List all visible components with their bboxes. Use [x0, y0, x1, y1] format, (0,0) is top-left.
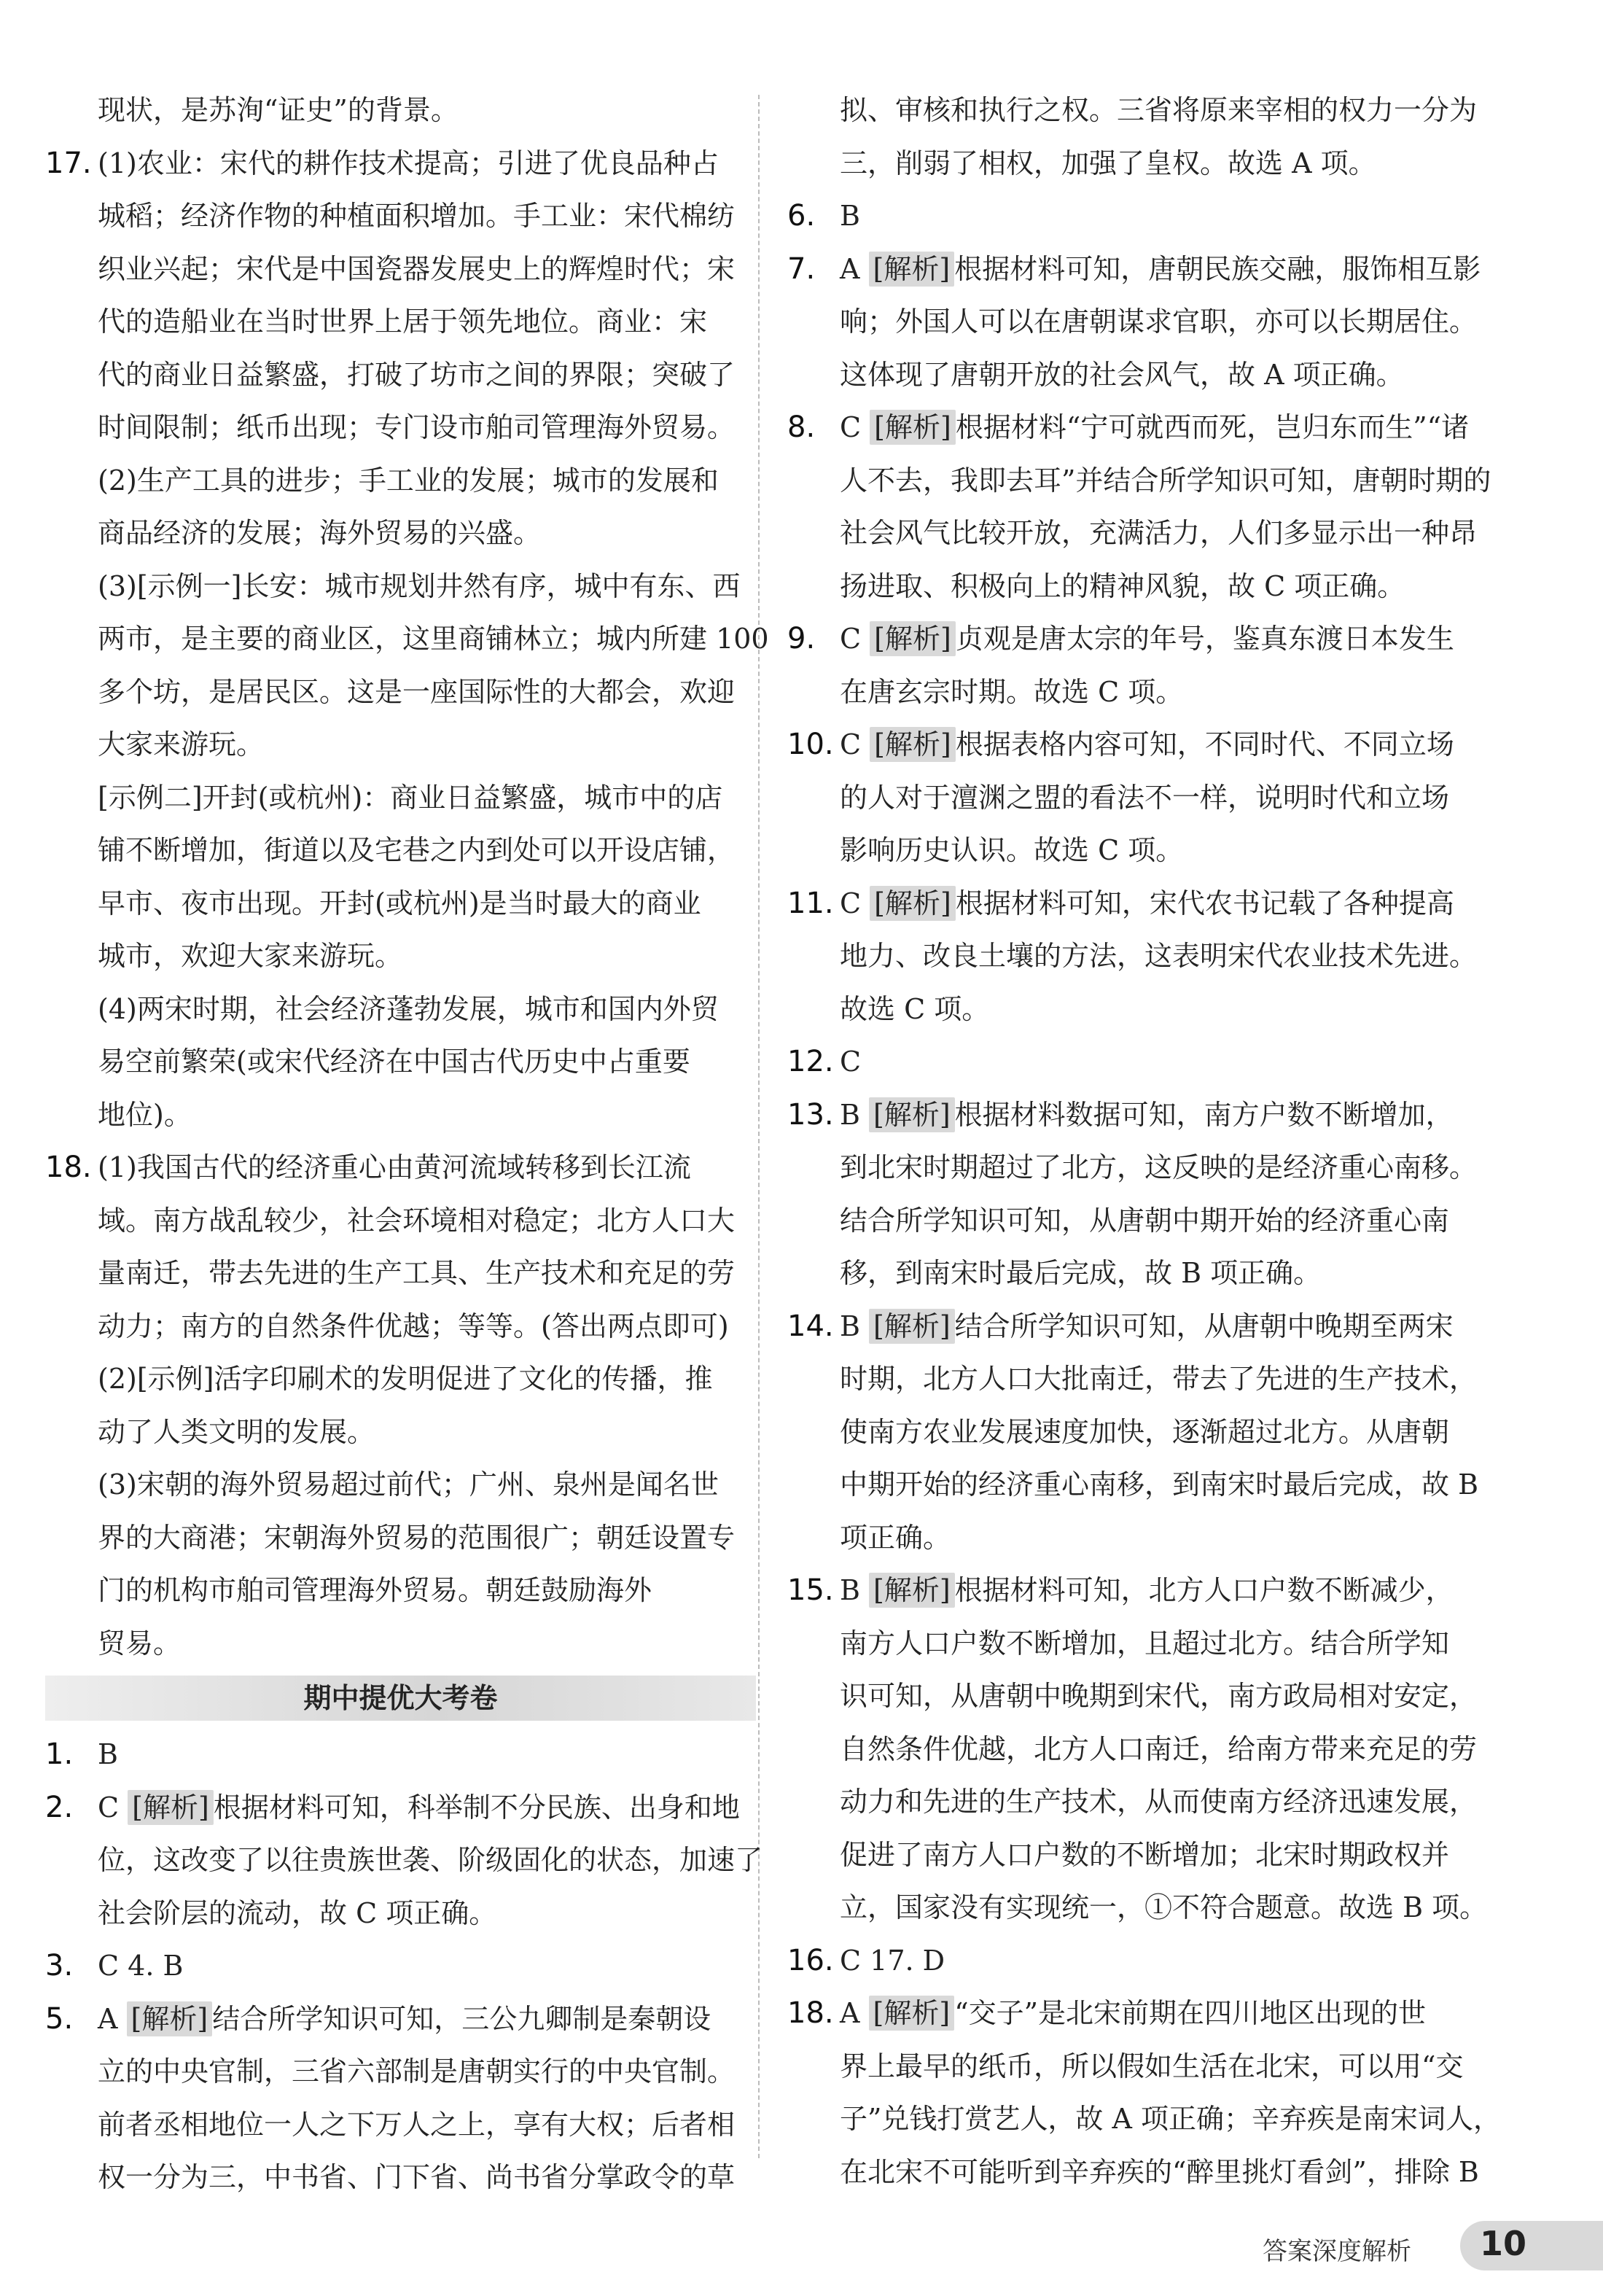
line-text: 商品经济的发展；海外贸易的兴盛。: [98, 517, 542, 549]
analysis-tag: [解析]: [869, 1097, 955, 1132]
text-line: [787, 612, 1564, 666]
line-text: [示例二]开封(或杭州)：商业日益繁盛，城市中的店: [98, 781, 723, 814]
line-text: 子”兑钱打赏艺人，故 A 项正确；辛弃疾是南宋词人，: [840, 2103, 1502, 2135]
question-number: 10.: [787, 728, 834, 761]
text-line: [45, 877, 756, 930]
text-line: [787, 454, 1564, 507]
right-column: [787, 84, 1564, 2198]
text-line: [787, 1987, 1564, 2040]
text-line: [45, 612, 769, 666]
text-line: [787, 349, 1564, 402]
question-number: 8.: [787, 410, 816, 444]
line-text: B: [840, 1574, 870, 1606]
text-line: [787, 1035, 1564, 1089]
line-text: 前者丞相地位一人之下万人之上，享有大权；后者相: [98, 2108, 736, 2141]
line-text: 自然条件优越，北方人口南迁，给南方带来充足的劳: [840, 1732, 1478, 1765]
line-text: 促进了南方人口户数的不断增加；北宋时期政权并: [840, 1838, 1450, 1871]
line-text: 代的商业日益繁盛，打破了坊市之间的界限；突破了: [98, 358, 736, 391]
question-number: 5.: [45, 2001, 74, 2036]
text-line: [787, 1511, 1564, 1565]
line-text: B: [840, 1098, 870, 1131]
text-line: [45, 1406, 756, 1459]
text-line: [45, 295, 756, 349]
text-line: [787, 983, 1564, 1036]
text-line: [787, 295, 1564, 349]
text-line: [787, 1458, 1564, 1511]
line-text: 社会风气比较开放，充满活力，人们多显示出一种昂: [840, 517, 1478, 549]
text-line: [787, 1406, 1564, 1459]
text-line: [45, 1781, 756, 1834]
text-line: [45, 1300, 756, 1353]
text-line: [45, 718, 756, 771]
text-line: [45, 1141, 756, 1194]
question-number: 14.: [787, 1309, 834, 1343]
question-number: 17.: [45, 146, 92, 180]
line-text: C: [840, 887, 870, 919]
text-line: [45, 349, 756, 402]
line-text: 到北宋时期超过了北方，这反映的是经济重心南移。: [840, 1151, 1478, 1183]
text-line: [787, 1300, 1564, 1353]
line-text: 动力和先进的生产技术，从而使南方经济迅速发展，: [840, 1786, 1478, 1818]
line-text: 多个坊，是居民区。这是一座国际性的大都会，欢迎: [98, 675, 736, 708]
line-text: 移，到南宋时最后完成，故 B 项正确。: [840, 1257, 1322, 1289]
text-line: [45, 2045, 756, 2098]
line-text: 结合所学知识可知，从唐朝中期开始的经济重心南: [840, 1204, 1450, 1237]
question-number: 6.: [787, 199, 816, 233]
text-line: [45, 507, 756, 560]
line-text: A: [840, 1997, 869, 2029]
text-line: [787, 507, 1564, 560]
text-line: [787, 2040, 1564, 2093]
line-text: 拟、审核和执行之权。三省将原来宰相的权力一分为: [840, 94, 1478, 126]
line-text: 代的造船业在当时世界上居于领先地位。商业：宋: [98, 306, 708, 338]
line-text: 使南方农业发展速度加快，逐渐超过北方。从唐朝: [840, 1415, 1450, 1448]
line-text: 量南迁，带去先进的生产工具、生产技术和充足的劳: [98, 1257, 736, 1289]
text-line: [787, 1141, 1564, 1194]
text-line: [45, 560, 756, 613]
text-line: [787, 560, 1564, 613]
analysis-tag: [解析]: [870, 886, 956, 921]
text-line: [45, 190, 756, 243]
line-text: 中期开始的经济重心南移，到南宋时最后完成，故 B: [840, 1468, 1479, 1501]
line-text: B: [98, 1738, 118, 1770]
question-number: 18.: [787, 1996, 834, 2030]
line-text: (2)生产工具的进步；手工业的发展；城市的发展和: [98, 464, 719, 497]
text-line: [45, 1458, 756, 1511]
line-text: 的人对于澶渊之盟的看法不一样，说明时代和立场: [840, 781, 1450, 814]
line-text: 动力；南方的自然条件优越；等等。(答出两点即可): [98, 1310, 729, 1342]
line-text: 位，这改变了以往贵族世袭、阶级固化的状态，加速了: [98, 1844, 763, 1876]
question-number: 1.: [45, 1737, 74, 1771]
line-text: 根据材料可知，宋代农书记载了各种提高: [955, 887, 1454, 919]
line-text: 界的大商港；宋朝海外贸易的范围很广；朝廷设置专: [98, 1521, 736, 1554]
line-text: 铺不断增加，街道以及宅巷之内到处可以开设店铺，: [98, 834, 736, 866]
text-line: [787, 1194, 1564, 1248]
analysis-tag: [解析]: [869, 1996, 955, 2031]
analysis-tag: [解析]: [128, 1790, 214, 1825]
left-column: [45, 84, 769, 2204]
analysis-tag: [解析]: [870, 621, 956, 656]
text-line: [787, 1353, 1564, 1406]
text-line: [787, 84, 1564, 137]
text-line: [787, 1617, 1564, 1670]
text-line: [787, 824, 1564, 877]
text-line: [45, 401, 756, 454]
line-text: (4)两宋时期，社会经济蓬勃发展，城市和国内外贸: [98, 992, 719, 1025]
text-line: [45, 454, 756, 507]
text-line: [787, 930, 1564, 983]
line-text: 结合所学知识可知，从唐朝中晚期至两宋: [954, 1310, 1454, 1342]
line-text: 根据材料“宁可就西而死，岂归东而生”“诸: [955, 411, 1470, 443]
text-line: [45, 1887, 756, 1940]
text-line: [45, 1353, 756, 1406]
text-line: [45, 1089, 756, 1142]
line-text: 早市、夜市出现。开封(或杭州)是当时最大的商业: [98, 887, 701, 919]
line-text: B: [840, 200, 860, 232]
analysis-tag: [解析]: [870, 410, 956, 445]
line-text: 影响历史认识。故选 C 项。: [840, 834, 1184, 866]
text-line: [45, 771, 756, 825]
text-line: [45, 930, 756, 983]
line-text: A: [840, 252, 869, 285]
line-text: 立的中央官制，三省六部制是唐朝实行的中央官制。: [98, 2055, 736, 2087]
text-line: [45, 1564, 756, 1617]
text-line: [787, 877, 1564, 930]
text-line: [45, 1834, 763, 1887]
question-number: 3.: [45, 1949, 74, 1982]
text-line: [787, 1775, 1564, 1829]
text-line: [787, 1564, 1564, 1617]
line-text: 在北宋不可能听到辛弃疾的“醉里挑灯看剑”，排除 B: [840, 2155, 1479, 2188]
line-text: 现状，是苏洵“证史”的背景。: [98, 94, 459, 126]
text-line: [45, 1728, 756, 1781]
line-text: 人不去，我即去耳”并结合所学知识可知，唐朝时期的: [840, 464, 1491, 497]
line-text: 识可知，从唐朝中晚期到宋代，南方政局相对安定，: [840, 1680, 1478, 1712]
text-line: [45, 1247, 756, 1300]
text-line: [45, 1511, 756, 1565]
line-text: C: [840, 411, 870, 443]
question-number: 2.: [45, 1790, 74, 1824]
line-text: C: [840, 728, 870, 760]
text-line: [45, 2151, 756, 2204]
line-text: 动了人类文明的发展。: [98, 1415, 375, 1448]
question-number: 16.: [787, 1943, 834, 1977]
question-number: 7.: [787, 252, 816, 286]
line-text: 故选 C 项。: [840, 992, 990, 1025]
text-line: [787, 666, 1564, 719]
line-text: B: [840, 1310, 870, 1342]
text-line: [45, 666, 756, 719]
line-text: 根据表格内容可知，不同时代、不同立场: [955, 728, 1454, 760]
text-line: [45, 1194, 756, 1248]
text-line: [45, 1617, 756, 1670]
line-text: C: [98, 1791, 128, 1824]
text-line: [787, 2093, 1564, 2146]
line-text: C: [840, 1046, 862, 1078]
line-text: 根据材料可知，科举制不分民族、出身和地: [213, 1791, 740, 1824]
text-line: [45, 824, 756, 877]
line-text: 权一分为三，中书省、门下省、尚书省分掌政令的草: [98, 2161, 736, 2193]
text-line: [787, 1829, 1564, 1882]
line-text: 大家来游玩。: [98, 728, 265, 760]
text-line: [787, 1247, 1564, 1300]
line-text: 立，国家没有实现统一，①不符合题意。故选 B 项。: [840, 1891, 1488, 1923]
text-line: [787, 137, 1564, 190]
line-text: 结合所学知识可知，三公九卿制是秦朝设: [212, 2002, 711, 2035]
line-text: 易空前繁荣(或宋代经济在中国古代历史中占重要: [98, 1046, 690, 1078]
line-text: 根据材料可知，北方人口户数不断减少，: [954, 1574, 1454, 1606]
line-text: 贞观是唐太宗的年号，鉴真东渡日本发生: [955, 623, 1454, 655]
text-line: [787, 2146, 1564, 2199]
line-text: 门的机构市舶司管理海外贸易。朝廷鼓励海外: [98, 1574, 652, 1606]
line-text: 时间限制；纸币出现；专门设市舶司管理海外贸易。: [98, 411, 736, 443]
text-line: [787, 718, 1564, 771]
line-text: 贸易。: [98, 1627, 182, 1659]
question-number: 13.: [787, 1097, 834, 1132]
text-line: [787, 1089, 1564, 1142]
text-line: [45, 137, 756, 190]
question-number: 9.: [787, 622, 816, 655]
question-number: 15.: [787, 1573, 834, 1607]
text-line: [787, 190, 1564, 243]
analysis-tag: [解析]: [869, 252, 955, 287]
line-text: 时期，北方人口大批南迁，带去了先进的生产技术，: [840, 1363, 1478, 1395]
line-text: 项正确。: [840, 1521, 951, 1554]
line-text: (3)[示例一]长安：城市规划井然有序，城中有东、西: [98, 569, 741, 602]
line-text: 域。南方战乱较少，社会环境相对稳定；北方人口大: [98, 1204, 736, 1237]
line-text: 根据材料数据可知，南方户数不断增加，: [954, 1098, 1454, 1131]
line-text: 织业兴起；宋代是中国瓷器发展史上的辉煌时代；宋: [98, 252, 736, 285]
line-text: C: [840, 623, 870, 655]
text-line: [45, 1993, 756, 2046]
question-number: 12.: [787, 1045, 834, 1078]
line-text: 两市，是主要的商业区，这里商铺林立；城内所建 100: [98, 623, 769, 655]
footer-label: 答案深度解析: [1263, 2237, 1411, 2266]
analysis-tag: [解析]: [870, 727, 956, 762]
line-text: 扬进取、积极向上的精神风貌，故 C 项正确。: [840, 569, 1405, 602]
line-text: (1)农业：宋代的耕作技术提高；引进了优良品种占: [98, 147, 719, 179]
line-text: (1)我国古代的经济重心由黄河流域转移到长江流: [98, 1151, 691, 1183]
line-text: 南方人口户数不断增加，且超过北方。结合所学知: [840, 1627, 1450, 1659]
line-text: 在唐玄宗时期。故选 C 项。: [840, 675, 1184, 708]
text-line: [787, 1934, 1564, 1988]
analysis-tag: [解析]: [869, 1573, 955, 1608]
analysis-tag: [解析]: [127, 2001, 213, 2036]
text-line: [787, 401, 1564, 454]
text-line: [45, 983, 756, 1036]
text-line: [45, 243, 756, 296]
line-text: 这体现了唐朝开放的社会风气，故 A 项正确。: [840, 358, 1404, 391]
text-line: [787, 1881, 1564, 1934]
line-text: C 17. D: [840, 1944, 945, 1977]
line-text: (3)宋朝的海外贸易超过前代；广州、泉州是闻名世: [98, 1468, 719, 1501]
page-number: 10: [1480, 2224, 1527, 2263]
text-line: [45, 1939, 756, 1993]
question-number: 18.: [45, 1151, 92, 1184]
text-line: [787, 771, 1564, 825]
line-text: 界上最早的纸币，所以假如生活在北宋，可以用“交: [840, 2050, 1464, 2082]
line-text: 响；外国人可以在唐朝谋求官职，亦可以长期居住。: [840, 306, 1478, 338]
line-text: 城市，欢迎大家来游玩。: [98, 940, 403, 972]
line-text: “交子”是北宋前期在四川地区出现的世: [954, 1997, 1427, 2029]
line-text: 社会阶层的流动，故 C 项正确。: [98, 1896, 497, 1929]
line-text: 城稻；经济作物的种植面积增加。手工业：宋代棉纺: [98, 200, 736, 232]
text-line: [45, 84, 756, 137]
text-line: [45, 1035, 756, 1089]
text-line: [787, 1670, 1564, 1723]
text-line: [45, 2098, 756, 2152]
line-text: 地位)。: [98, 1098, 192, 1131]
text-line: [787, 1723, 1564, 1776]
line-text: (2)[示例]活字印刷术的发明促进了文化的传播，推: [98, 1363, 713, 1395]
line-text: A: [98, 2002, 127, 2035]
line-text: 根据材料可知，唐朝民族交融，服饰相互影: [954, 252, 1481, 285]
question-number: 11.: [787, 886, 834, 920]
text-line: [787, 243, 1564, 296]
analysis-tag: [解析]: [869, 1309, 955, 1344]
line-text: 三，削弱了相权，加强了皇权。故选 A 项。: [840, 147, 1376, 179]
section-banner: 期中提优大考卷: [45, 1676, 756, 1721]
line-text: 地力、改良土壤的方法，这表明宋代农业技术先进。: [840, 940, 1478, 972]
line-text: C 4. B: [98, 1950, 184, 1982]
